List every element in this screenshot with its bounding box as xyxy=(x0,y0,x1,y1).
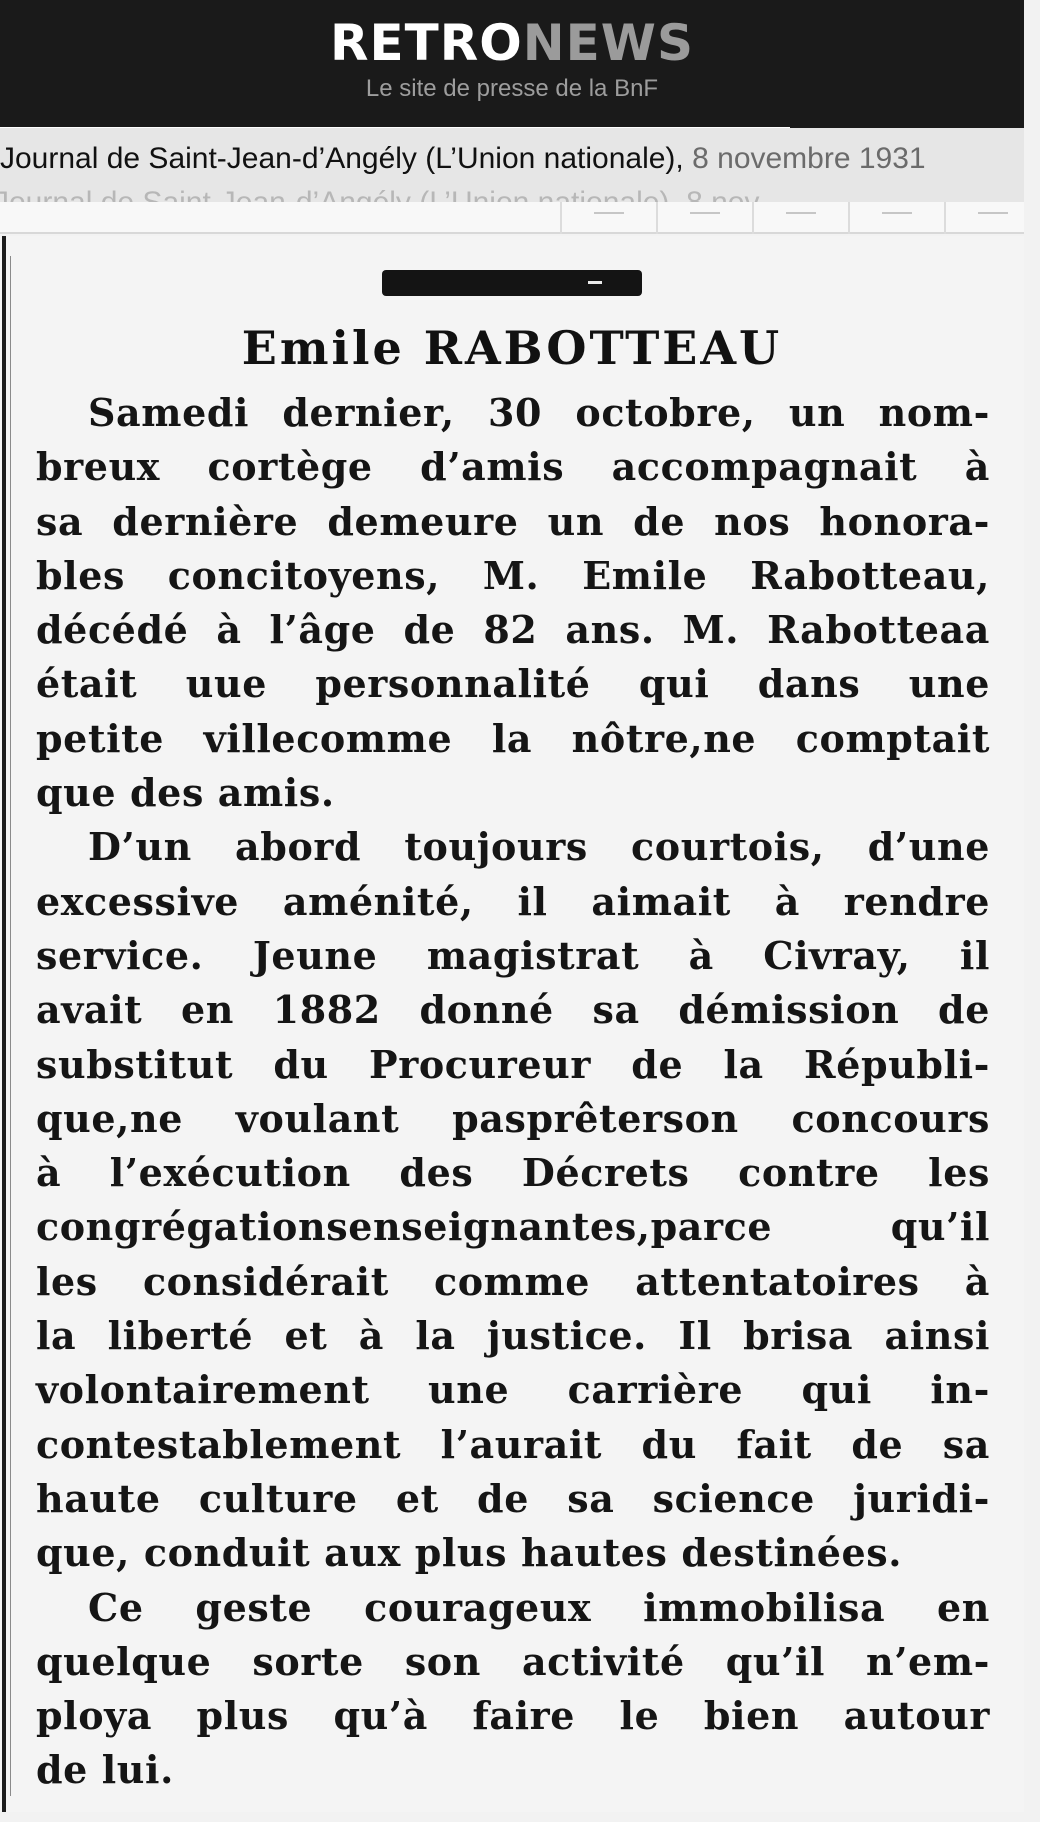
newspaper-scan[interactable] xyxy=(0,236,1024,1812)
brand-header xyxy=(0,0,1024,128)
print-button[interactable] xyxy=(560,202,656,234)
cut-off-line xyxy=(86,1792,986,1822)
logo-news-text: NEWS xyxy=(522,14,694,72)
article-line: breux cortège d’amis accompagnait à xyxy=(36,444,990,490)
article-line: substitut du Procureur de la Républi- xyxy=(36,1041,990,1087)
share-button[interactable] xyxy=(944,202,1040,234)
article-line: quelque sorte son activité qu’il n’em- xyxy=(36,1638,990,1684)
share-icon xyxy=(978,204,1008,214)
journal-title-strip xyxy=(0,128,1024,202)
article-line: que, conduit aux plus hautes destinées. xyxy=(36,1530,903,1576)
list-button[interactable] xyxy=(656,202,752,234)
article-line: contestablement l’aurait du fait de sa xyxy=(36,1421,990,1467)
download-icon xyxy=(882,204,912,214)
ornament-mark xyxy=(588,281,602,284)
article-line: avait en 1882 donné sa démission de xyxy=(36,987,990,1033)
article-line: haute culture et de sa science juridi- xyxy=(36,1475,990,1521)
article-line: service. Jeune magistrat à Civray, il xyxy=(36,932,990,978)
journal-title xyxy=(0,142,926,176)
article-line: la liberté et à la justice. Il brisa ainsi xyxy=(36,1313,990,1359)
article-line: que des amis. xyxy=(36,770,335,816)
article-line: de lui. xyxy=(36,1747,174,1793)
journal-name: Journal de Saint-Jean-d’Angély (L’Union nationale), xyxy=(0,142,684,175)
article-line: Samedi dernier, 30 octobre, un nom- xyxy=(88,390,990,435)
print-icon xyxy=(594,204,624,214)
article-line: ploya plus qu’à faire le bien autour xyxy=(36,1693,990,1739)
article-line: excessive aménité, il aimait à rendre xyxy=(36,878,990,924)
article-line: volontairement une carrière qui in- xyxy=(36,1367,990,1413)
journal-date: 8 novembre 1931 xyxy=(692,142,926,175)
article-line: petite villecomme la nôtre,ne comptait xyxy=(36,715,990,761)
article-line: D’un abord toujours courtois, d’une xyxy=(88,824,990,870)
article-line: était uue personnalité qui dans une xyxy=(36,661,990,707)
list-icon xyxy=(690,204,720,214)
download-button[interactable] xyxy=(848,202,944,234)
ornament-bar xyxy=(382,270,642,296)
article-headline: Emile RABOTTEAU xyxy=(241,321,783,375)
brand-tagline: Le site de presse de la BnF xyxy=(365,75,659,102)
article-line: bles concitoyens, M. Emile Rabotteau, xyxy=(36,552,990,598)
article-line: à l’exécution des Décrets contre les xyxy=(36,1150,990,1196)
article-line: Ce geste courageux immobilisa en xyxy=(88,1584,990,1630)
viewer-toolbar xyxy=(0,202,1024,234)
column-rule-thin xyxy=(10,256,11,1796)
article-line: congrégationsenseignantes,parce qu’il xyxy=(36,1204,990,1250)
retronews-logo[interactable] xyxy=(0,14,1024,72)
document-icon xyxy=(786,204,816,214)
document-button[interactable] xyxy=(752,202,848,234)
article-line: décédé à l’âge de 82 ans. M. Rabotteaa xyxy=(36,607,990,653)
logo-retro-text: RETRO xyxy=(330,14,523,72)
article-line: que,ne voulant pasprêterson concours xyxy=(36,1095,990,1141)
column-rule xyxy=(2,236,6,1812)
article-line: sa dernière demeure un de nos honora- xyxy=(36,498,990,544)
article-body xyxy=(36,386,990,1798)
article-line: les considérait comme attentatoires à xyxy=(36,1258,990,1304)
